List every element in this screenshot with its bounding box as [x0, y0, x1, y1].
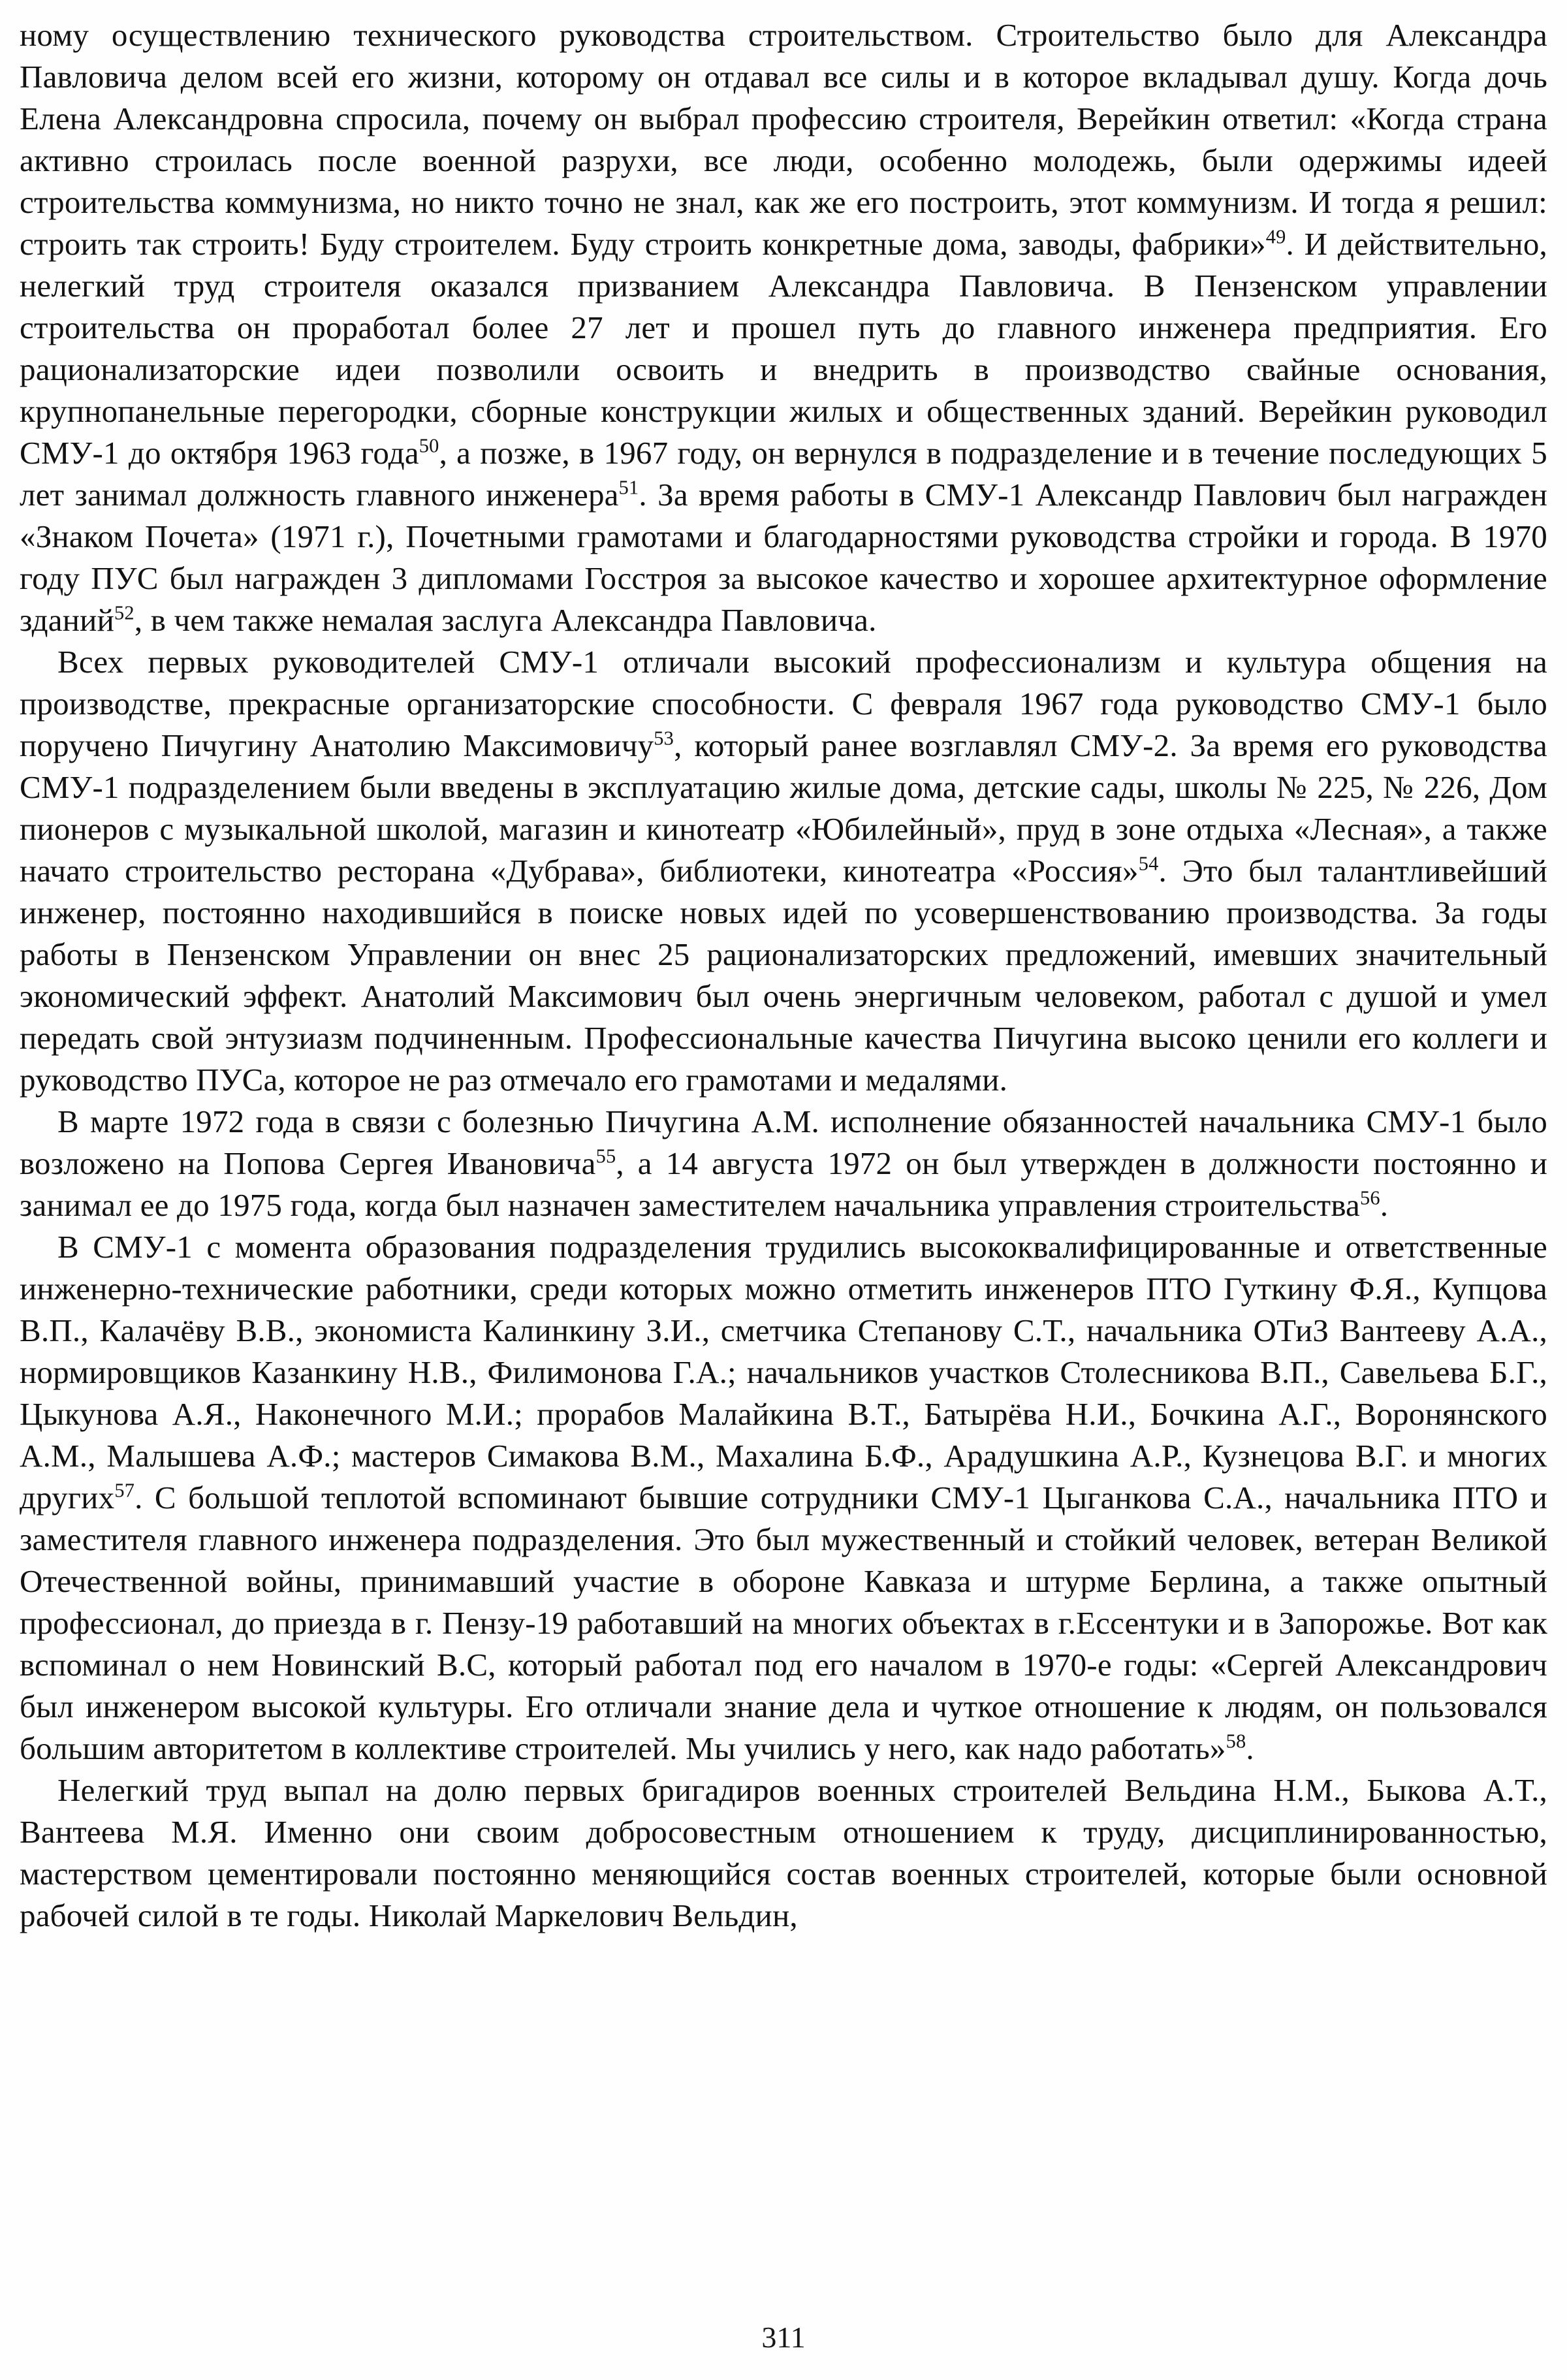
paragraph: [20, 14, 1547, 641]
footnote-reference: 52: [114, 601, 135, 624]
footnote-reference: 55: [595, 1145, 616, 1167]
paragraph-text: В марте 1972 года в связи с болезнью Пичугина А.М. исполнение обязанностей начальника СМУ-1 было возложено на Попова Сергея Ивановича: [20, 1103, 1547, 1181]
paragraph-text: , который ранее возглавлял СМУ-2. За время его руководства СМУ-1 подразделением были введены в эксплуатацию жилые дома, детские сады, школы № 225, № 226, Дом пионеров с музыкальной школой, магазин и кинотеатр «Юбилейный», пруд в зоне отдыха «Лесная», а также начато строительство ресторана «Дубрава», библиотеки, кинотеатра «Россия»: [20, 727, 1548, 889]
page-footer: [0, 2323, 1567, 2353]
paragraph-text: . За время работы в СМУ-1 Александр Павлович был награжден «Знаком Почета» (1971 г.), Почетными грамотами и благодарностями руководства стройки и города. В 1970 году ПУС был награжден 3 дипломами Госстроя за высокое качество и хорошее архитектурное оформление зданий: [20, 477, 1547, 638]
paragraph-text: Всех первых руководителей СМУ-1 отличали высокий профессионализм и культура общения на производстве, прекрасные организаторские способности. С февраля 1967 года руководство СМУ-1 было поручено Пичугину Анатолию Максимовичу: [20, 644, 1547, 763]
footnote-reference: 51: [618, 476, 639, 499]
page-number: 311: [761, 2321, 806, 2354]
paragraph-text: , в чем также немалая заслуга Александра Павловича.: [134, 602, 877, 638]
footnote-reference: 50: [419, 434, 439, 457]
paragraph: [20, 1769, 1547, 1937]
page-body: [20, 14, 1547, 1937]
paragraph-text: Нелегкий труд выпал на долю первых бригадиров военных строителей Вельдина Н.М., Быкова А.Т., Вантеева М.Я. Именно они своим добросовестным отношением к труду, дисциплинированностью, мастерством цементировали постоянно меняющийся состав военных строителей, которые были основной рабочей силой в те годы. Николай Маркелович Вельдин,: [20, 1772, 1547, 1933]
paragraph: [20, 641, 1547, 1101]
paragraph-text: .: [1380, 1187, 1389, 1223]
footnote-reference: 53: [654, 727, 674, 750]
footnote-reference: 54: [1138, 852, 1159, 875]
paragraph-text: ному осуществлению технического руководства строительством. Строительство было для Александра Павловича делом всей его жизни, которому он отдавал все силы и в которое вкладывал душу. Когда дочь Елена Александровна спросила, почему он выбрал профессию строителя, Верейкин ответил: «Когда страна активно строилась после военной разрухи, все люди, особенно молодежь, были одержимы идеей строительства коммунизма, но никто точно не знал, как же его построить, этот коммунизм. И тогда я решил: строить так строить! Буду строителем. Буду строить конкретные дома, заводы, фабрики»: [20, 17, 1547, 262]
paragraph: [20, 1226, 1547, 1769]
footnote-reference: 58: [1226, 1730, 1246, 1753]
paragraph-text: В СМУ-1 с момента образования подразделения трудились высококвалифицированные и ответственные инженерно-технические работники, среди которых можно отметить инженеров ПТО Гуткину Ф.Я., Купцова В.П., Калачёву В.В., экономиста Калинкину З.И., сметчика Степанову С.Т., начальника ОТиЗ Вантееву А.А., нормировщиков Казанкину Н.В., Филимонова Г.А.; начальников участков Столесникова В.П., Савельева Б.Г., Цыкунова А.Я., Наконечного М.И.; прорабов Малайкина В.Т., Батырёва Н.И., Бочкина А.Г., Воронянского А.М., Малышева А.Ф.; мастеров Симакова В.М., Махалина Б.Ф., Арадушкина А.Р., Кузнецова В.Г. и многих других: [20, 1229, 1547, 1515]
paragraph-text: . Это был талантливейший инженер, постоянно находившийся в поиске новых идей по усовершенствованию производства. За годы работы в Пензенском Управлении он внес 25 рационализаторских предложений, имевших значительный экономический эффект. Анатолий Максимович был очень энергичным человеком, работал с душой и умел передать свой энтузиазм подчиненным. Профессиональные качества Пичугина высоко ценили его коллеги и руководство ПУСа, которое не раз отмечало его грамотами и медалями.: [20, 853, 1548, 1098]
paragraph-text: . И действительно, нелегкий труд строителя оказался призванием Александра Павловича. В Пензенском управлении строительства он проработал более 27 лет и прошел путь до главного инженера предприятия. Его рационализаторские идеи позволили освоить и внедрить в производство свайные основания, крупнопанельные перегородки, сборные конструкции жилых и общественных зданий. Верейкин руководил СМУ-1 до октября 1963 года: [20, 226, 1547, 471]
paragraph-text: .: [1246, 1730, 1254, 1766]
paragraph-text: , а позже, в 1967 году, он вернулся в подразделение и в течение последующих 5 лет занимал должность главного инженера: [20, 435, 1547, 513]
footnote-reference: 49: [1265, 225, 1286, 248]
paragraph: [20, 1101, 1547, 1226]
paragraph-text: , а 14 августа 1972 он был утвержден в должности постоянно и занимал ее до 1975 года, когда был назначен заместителем начальника управления строительства: [20, 1145, 1547, 1223]
footnote-reference: 56: [1359, 1186, 1380, 1209]
footnote-reference: 57: [114, 1479, 135, 1502]
paragraph-text: . С большой теплотой вспоминают бывшие сотрудники СМУ-1 Цыганкова С.А., начальника ПТО и заместителя главного инженера подразделения. Это был мужественный и стойкий человек, ветеран Великой Отечественной войны, принимавший участие в обороне Кавказа и штурме Берлина, а также опытный профессионал, до приезда в г. Пензу-19 работавший на многих объектах в г.Ессентуки и в Запорожье. Вот как вспоминал о нем Новинский В.С, который работал под его началом в 1970-е годы: «Сергей Александрович был инженером высокой культуры. Его отличали знание дела и чуткое отношение к людям, он пользовался большим авторитетом в коллективе строителей. Мы учились у него, как надо работать»: [20, 1480, 1547, 1766]
